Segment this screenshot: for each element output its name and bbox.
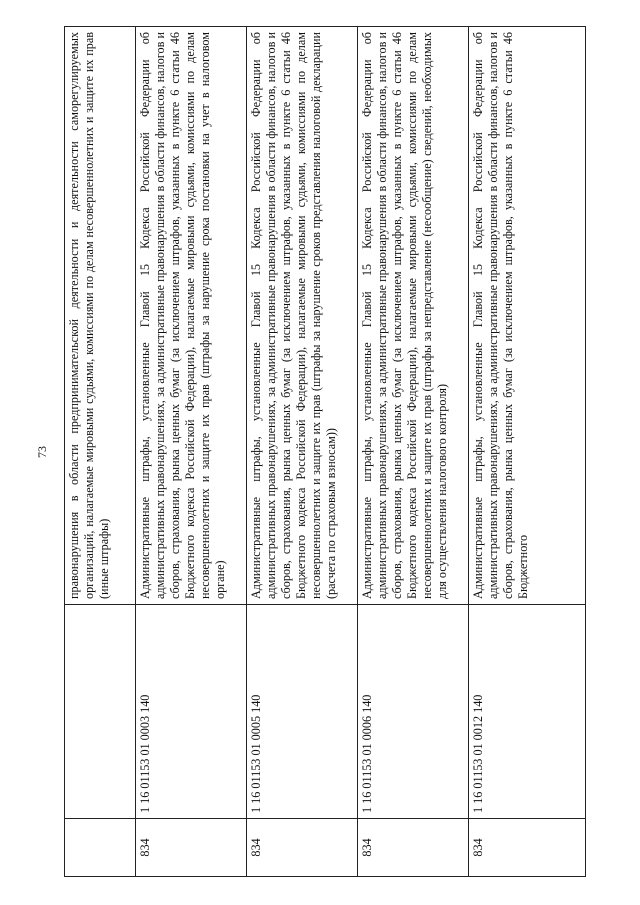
- table-row: [65, 27, 136, 877]
- admin-code-cell: [65, 819, 136, 877]
- kbk-code-cell: 1 16 01153 01 0012 140: [469, 605, 586, 819]
- kbk-code-cell: 1 16 01153 01 0003 140: [136, 605, 247, 819]
- rotated-sheet: [64, 27, 576, 877]
- admin-code-cell: 834: [469, 819, 586, 877]
- kbk-code-cell: 1 16 01153 01 0005 140: [247, 605, 358, 819]
- table-row: [469, 27, 586, 877]
- kbk-code-cell: 1 16 01153 01 0006 140: [358, 605, 469, 819]
- description-cell: Административные штрафы, установленные Главой 15 Кодекса Российской Федерации об административных правонарушениях, за административные правонарушения в области финансов, налогов и сборов, страхования, рынка ценных бумаг (за исключением штрафов, указанных в пункте 6 статьи 46 Бюджетного: [469, 27, 586, 605]
- admin-code-cell: 834: [136, 819, 247, 877]
- table-row: [358, 27, 469, 877]
- kbk-code-cell: [65, 605, 136, 819]
- table-row: [136, 27, 247, 877]
- page-number: 73: [35, 446, 49, 458]
- description-cell: Административные штрафы, установленные Главой 15 Кодекса Российской Федерации об административных правонарушениях, за административные правонарушения в области финансов, налогов и сборов, страхования, рынка ценных бумаг (за исключением штрафов, указанных в пункте 6 статьи 46 Бюджетного кодекса Российской Федерации), налагаемые мировыми судьями, комиссиями по делам несовершеннолетних и защите их прав (штрафы за нарушение сроков представления налоговой декларации (расчета по страховым взносам)): [247, 27, 358, 605]
- description-cell: правонарушения в области предпринимательской деятельности и деятельности саморегулируемых организаций, налагаемые мировыми судьями, комиссиями по делам несовершеннолетних и защите их прав (иные штрафы): [65, 27, 136, 605]
- description-cell: Административные штрафы, установленные Главой 15 Кодекса Российской Федерации об административных правонарушениях, за административные правонарушения в области финансов, налогов и сборов, страхования, рынка ценных бумаг (за исключением штрафов, указанных в пункте 6 статьи 46 Бюджетного кодекса Российской Федерации), налагаемые мировыми судьями, комиссиями по делам несовершеннолетних и защите их прав (штрафы за непредставление (несообщение) сведений, необходимых для осуществления налогового контроля): [358, 27, 469, 605]
- admin-code-cell: 834: [358, 819, 469, 877]
- table-row: [247, 27, 358, 877]
- description-cell: Административные штрафы, установленные Главой 15 Кодекса Российской Федерации об административных правонарушениях, за административные правонарушения в области финансов, налогов и сборов, страхования, рынка ценных бумаг (за исключением штрафов, указанных в пункте 6 статьи 46 Бюджетного кодекса Российской Федерации), налагаемые мировыми судьями, комиссиями по делам несовершеннолетних и защите их прав (штрафы за нарушение срока постановки на учет в налоговом органе): [136, 27, 247, 605]
- revenue-code-table: [64, 26, 586, 877]
- admin-code-cell: 834: [247, 819, 358, 877]
